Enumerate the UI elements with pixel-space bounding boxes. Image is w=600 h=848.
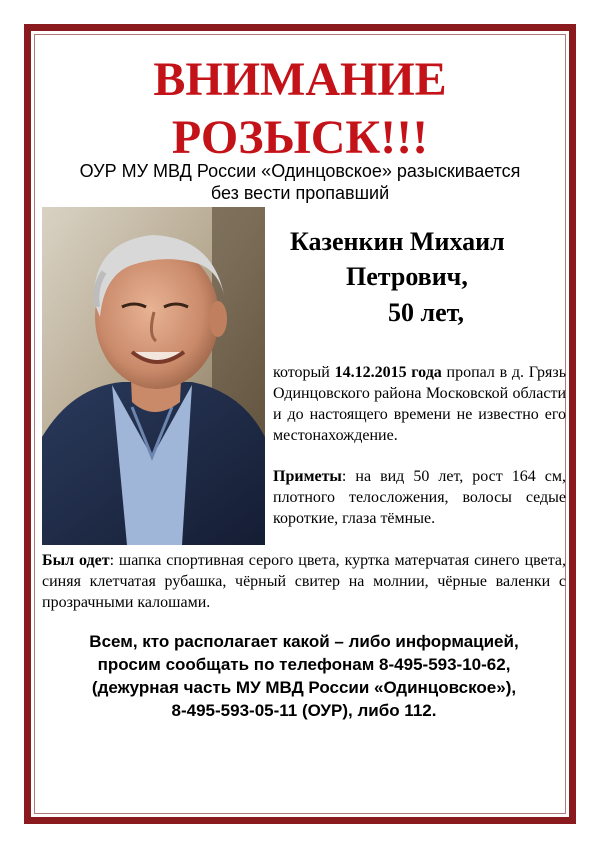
clothes-paragraph (42, 550, 566, 613)
person-name-line-2: Петрович, (346, 262, 468, 291)
clothes-text: : шапка спортивная серого цвета, куртка матерчатая синего цвета, синяя клетчатая рубашка, чёрный свитер на молнии, чёрные валенки с прозрачными калошами. (42, 552, 566, 611)
contact-line-4: 8-495-593-05-11 (ОУР), либо 112. (171, 701, 437, 720)
person-age: 50 лет, (388, 298, 464, 327)
missing-person-photo (42, 207, 265, 545)
headline-attention: ВНИМАНИЕ (153, 53, 447, 106)
subtitle-line-1: ОУР МУ МВД России «Одинцовское» разыскивается (79, 161, 521, 181)
person-name-line-1: Казенкин Михаил (290, 227, 505, 256)
disappearance-paragraph (273, 362, 566, 446)
signs-label: Приметы (273, 468, 342, 485)
contact-line-3: (дежурная часть МУ МВД России «Одинцовское»), (91, 678, 517, 697)
disappearance-prefix: который (273, 364, 335, 381)
headline-wanted: РОЗЫСК!!! (171, 111, 429, 164)
contact-line-2: просим сообщать по телефонам 8-495-593-10-62, (97, 655, 511, 674)
subtitle-line-2: без вести пропавший (210, 183, 390, 203)
disappearance-text: пропал в д. Грязь Одинцовского района Московской области и до настоящего времени не известно его местонахождение. (273, 364, 567, 444)
signs-text: : на вид 50 лет, рост 164 см, плотного телосложения, волосы седые короткие, глаза тёмные. (273, 468, 566, 527)
disappearance-date: 14.12.2015 года (334, 364, 442, 381)
clothes-label: Был одет (42, 552, 110, 569)
signs-paragraph (273, 466, 566, 529)
contact-line-1: Всем, кто располагает какой – либо информацией, (89, 632, 519, 651)
